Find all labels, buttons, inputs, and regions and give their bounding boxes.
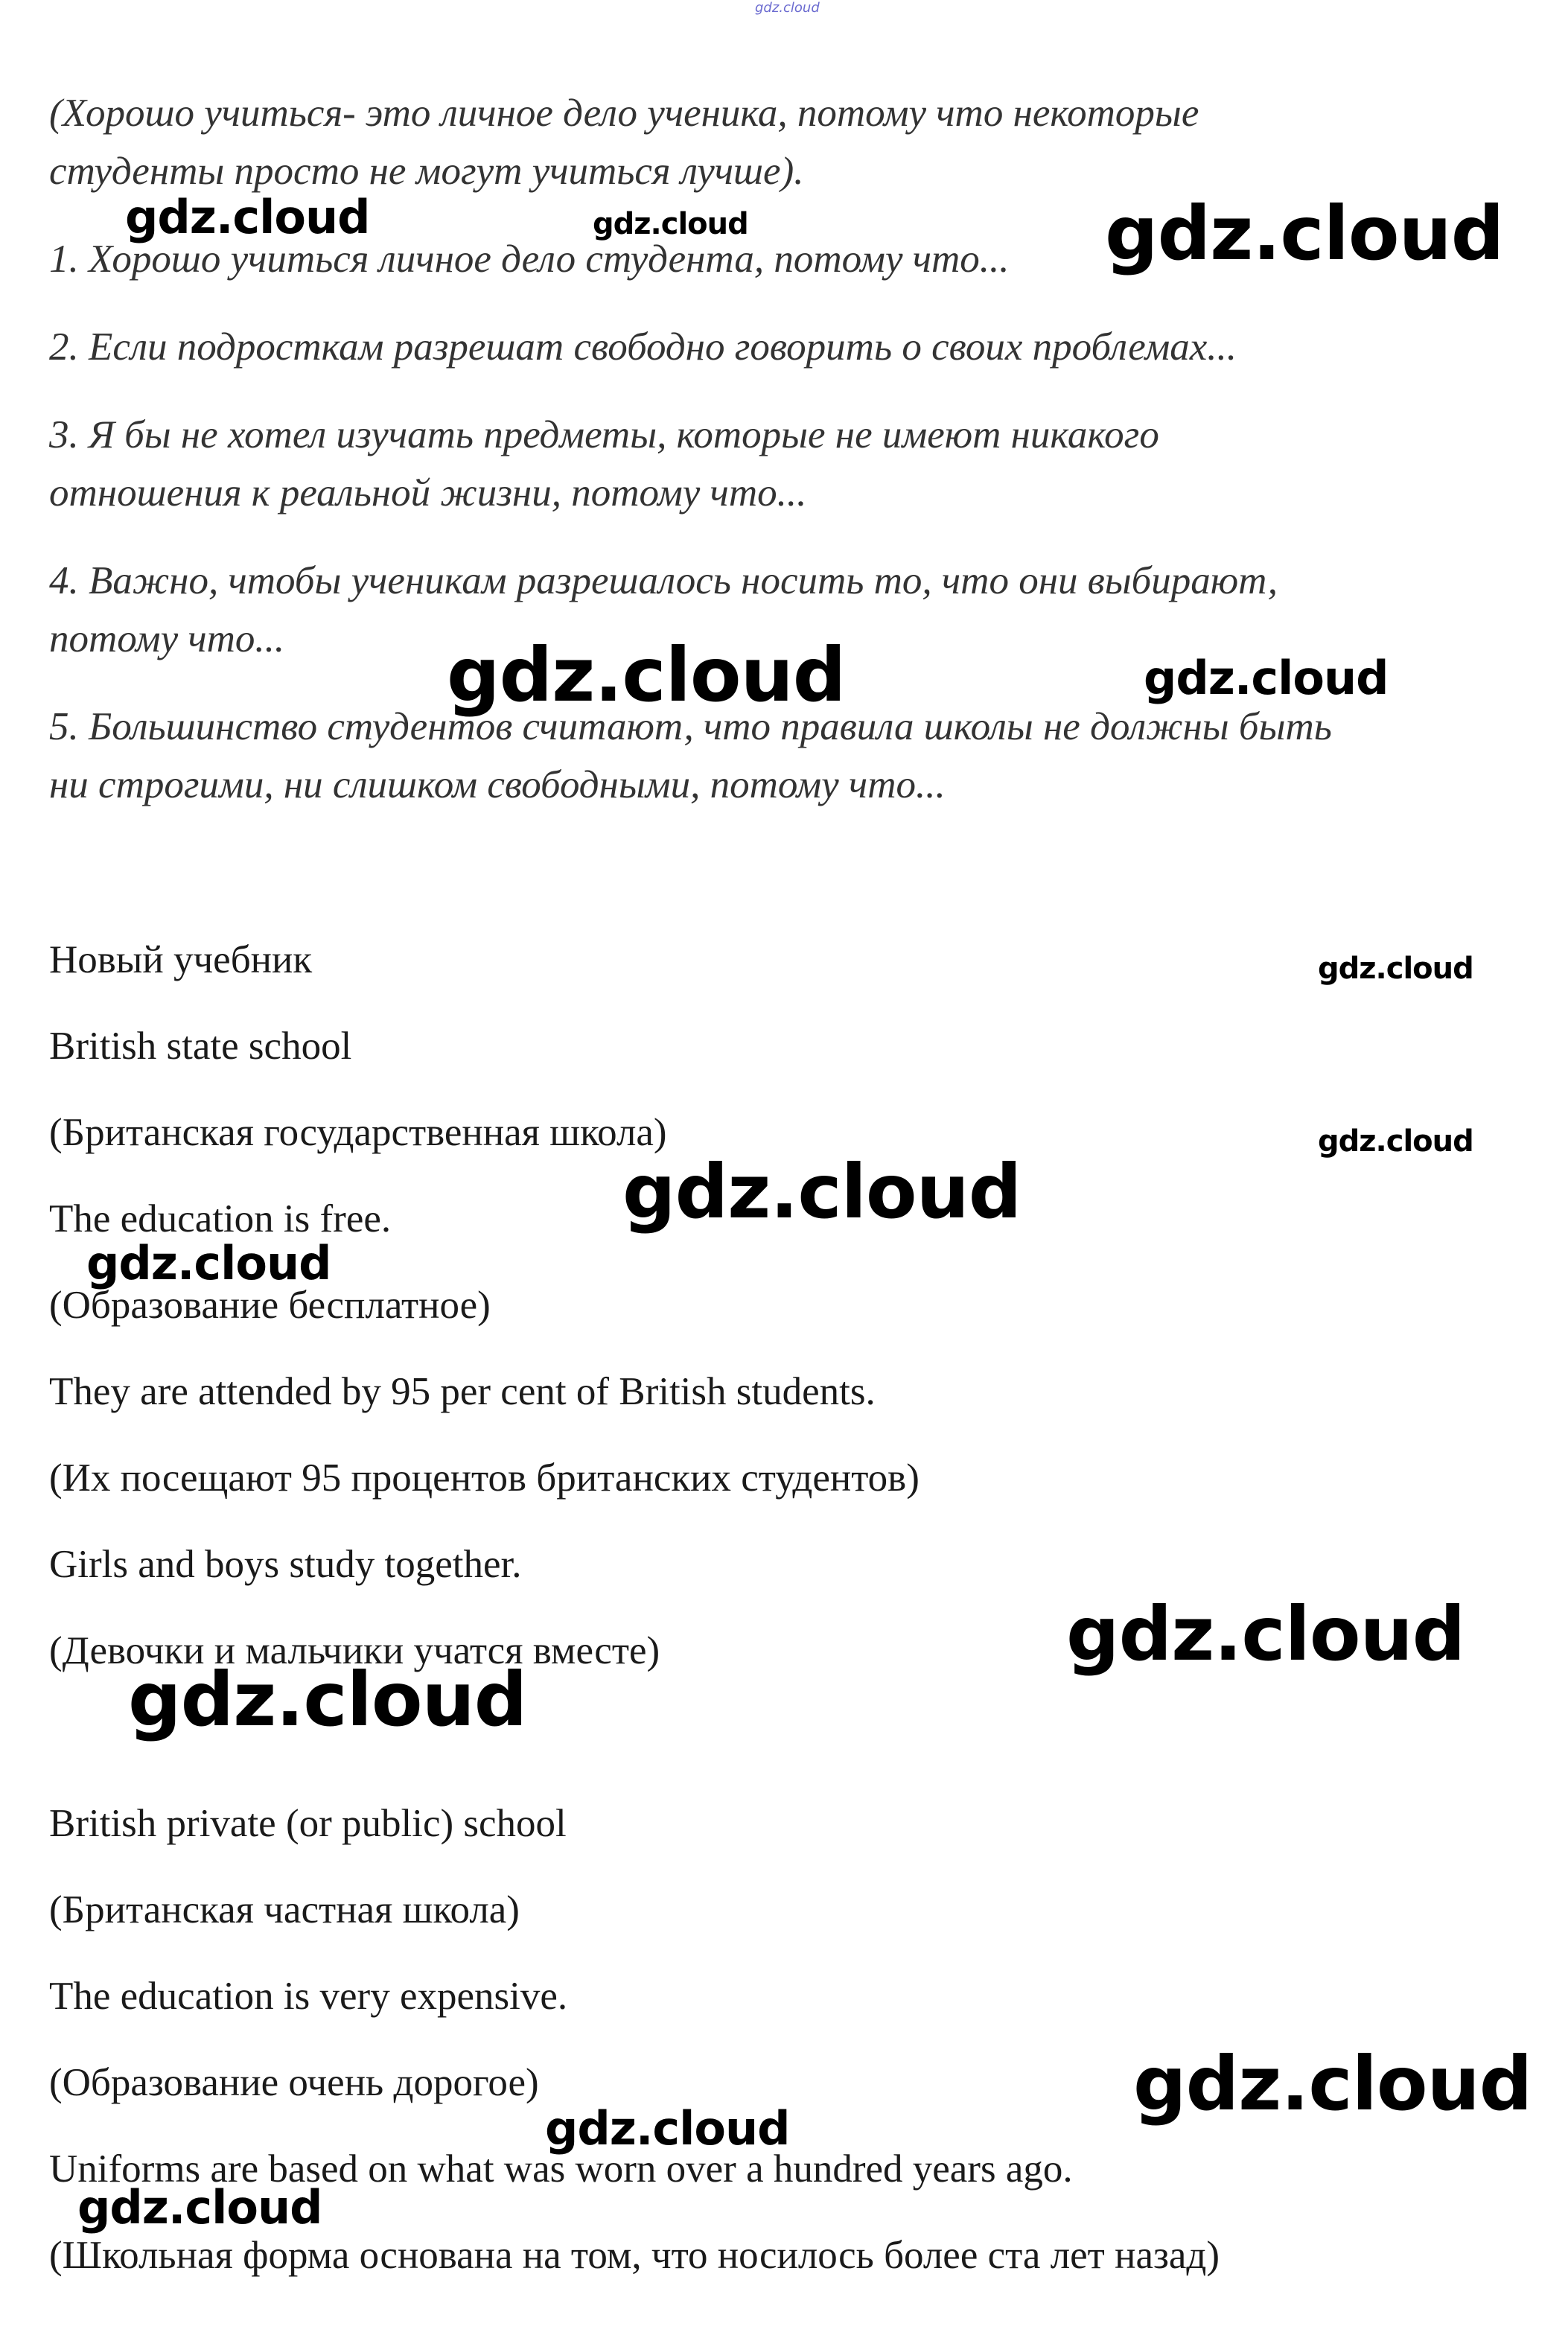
- watermark: gdz.cloud: [128, 1656, 527, 1743]
- watermark: gdz.cloud: [593, 207, 748, 241]
- intro-line-2: студенты просто не могут учиться лучше).: [49, 150, 804, 193]
- site-mark: gdz.cloud: [755, 0, 820, 16]
- fact-uniforms-en: Uniforms are based on what was worn over a hundred years ago.: [49, 2147, 1073, 2191]
- list-item-3-cont: отношения к реальной жизни, потому что...: [49, 471, 807, 515]
- watermark: gdz.cloud: [86, 1236, 331, 1290]
- list-item-4: 4. Важно, чтобы ученикам разрешалось носить то, что они выбирают,: [49, 559, 1278, 602]
- state-school-title: British state school: [49, 1025, 352, 1068]
- list-item-5: 5. Большинство студентов считают, что правила школы не должны быть: [49, 705, 1332, 748]
- section-heading: Новый учебник: [49, 938, 313, 981]
- watermark: gdz.cloud: [545, 2101, 790, 2156]
- watermark: gdz.cloud: [622, 1148, 1022, 1235]
- fact-uniforms-ru: (Школьная форма основана на том, что носилось более ста лет назад): [49, 2234, 1220, 2277]
- list-item-3: 3. Я бы не хотел изучать предметы, которые не имеют никакого: [49, 413, 1159, 456]
- fact-expensive-en: The education is very expensive.: [49, 1975, 568, 2018]
- watermark: gdz.cloud: [1318, 1124, 1473, 1159]
- intro-line-1: (Хорошо учиться- это личное дело ученика, потому что некоторые: [49, 92, 1199, 135]
- list-item-5-cont: ни строгими, ни слишком свободными, потому что...: [49, 763, 946, 806]
- watermark: gdz.cloud: [1133, 2040, 1532, 2127]
- fact-free-en: The education is free.: [49, 1197, 392, 1240]
- fact-expensive-ru: (Образование очень дорогое): [49, 2061, 539, 2104]
- fact-coed-en: Girls and boys study together.: [49, 1543, 522, 1586]
- list-item-1: 1. Хорошо учиться личное дело студента, потому что...: [49, 238, 1010, 281]
- fact-coed-ru: (Девочки и мальчики учатся вместе): [49, 1629, 660, 1672]
- private-school-title-ru: (Британская частная школа): [49, 1888, 520, 1931]
- fact-attendance-ru: (Их посещают 95 процентов британских студентов): [49, 1456, 920, 1500]
- list-item-4-cont: потому что...: [49, 617, 285, 660]
- watermark: gdz.cloud: [1144, 651, 1389, 705]
- private-school-title: British private (or public) school: [49, 1802, 567, 1845]
- watermark: gdz.cloud: [77, 2180, 322, 2235]
- fact-free-ru: (Образование бесплатное): [49, 1284, 491, 1327]
- watermark: gdz.cloud: [125, 190, 370, 244]
- state-school-title-ru: (Британская государственная школа): [49, 1111, 667, 1154]
- watermark: gdz.cloud: [447, 631, 846, 719]
- watermark: gdz.cloud: [1066, 1590, 1465, 1678]
- watermark: gdz.cloud: [1105, 190, 1504, 277]
- watermark: gdz.cloud: [1318, 952, 1473, 986]
- fact-attendance-en: They are attended by 95 per cent of British students.: [49, 1370, 876, 1413]
- list-item-2: 2. Если подросткам разрешат свободно говорить о своих проблемах...: [49, 325, 1237, 369]
